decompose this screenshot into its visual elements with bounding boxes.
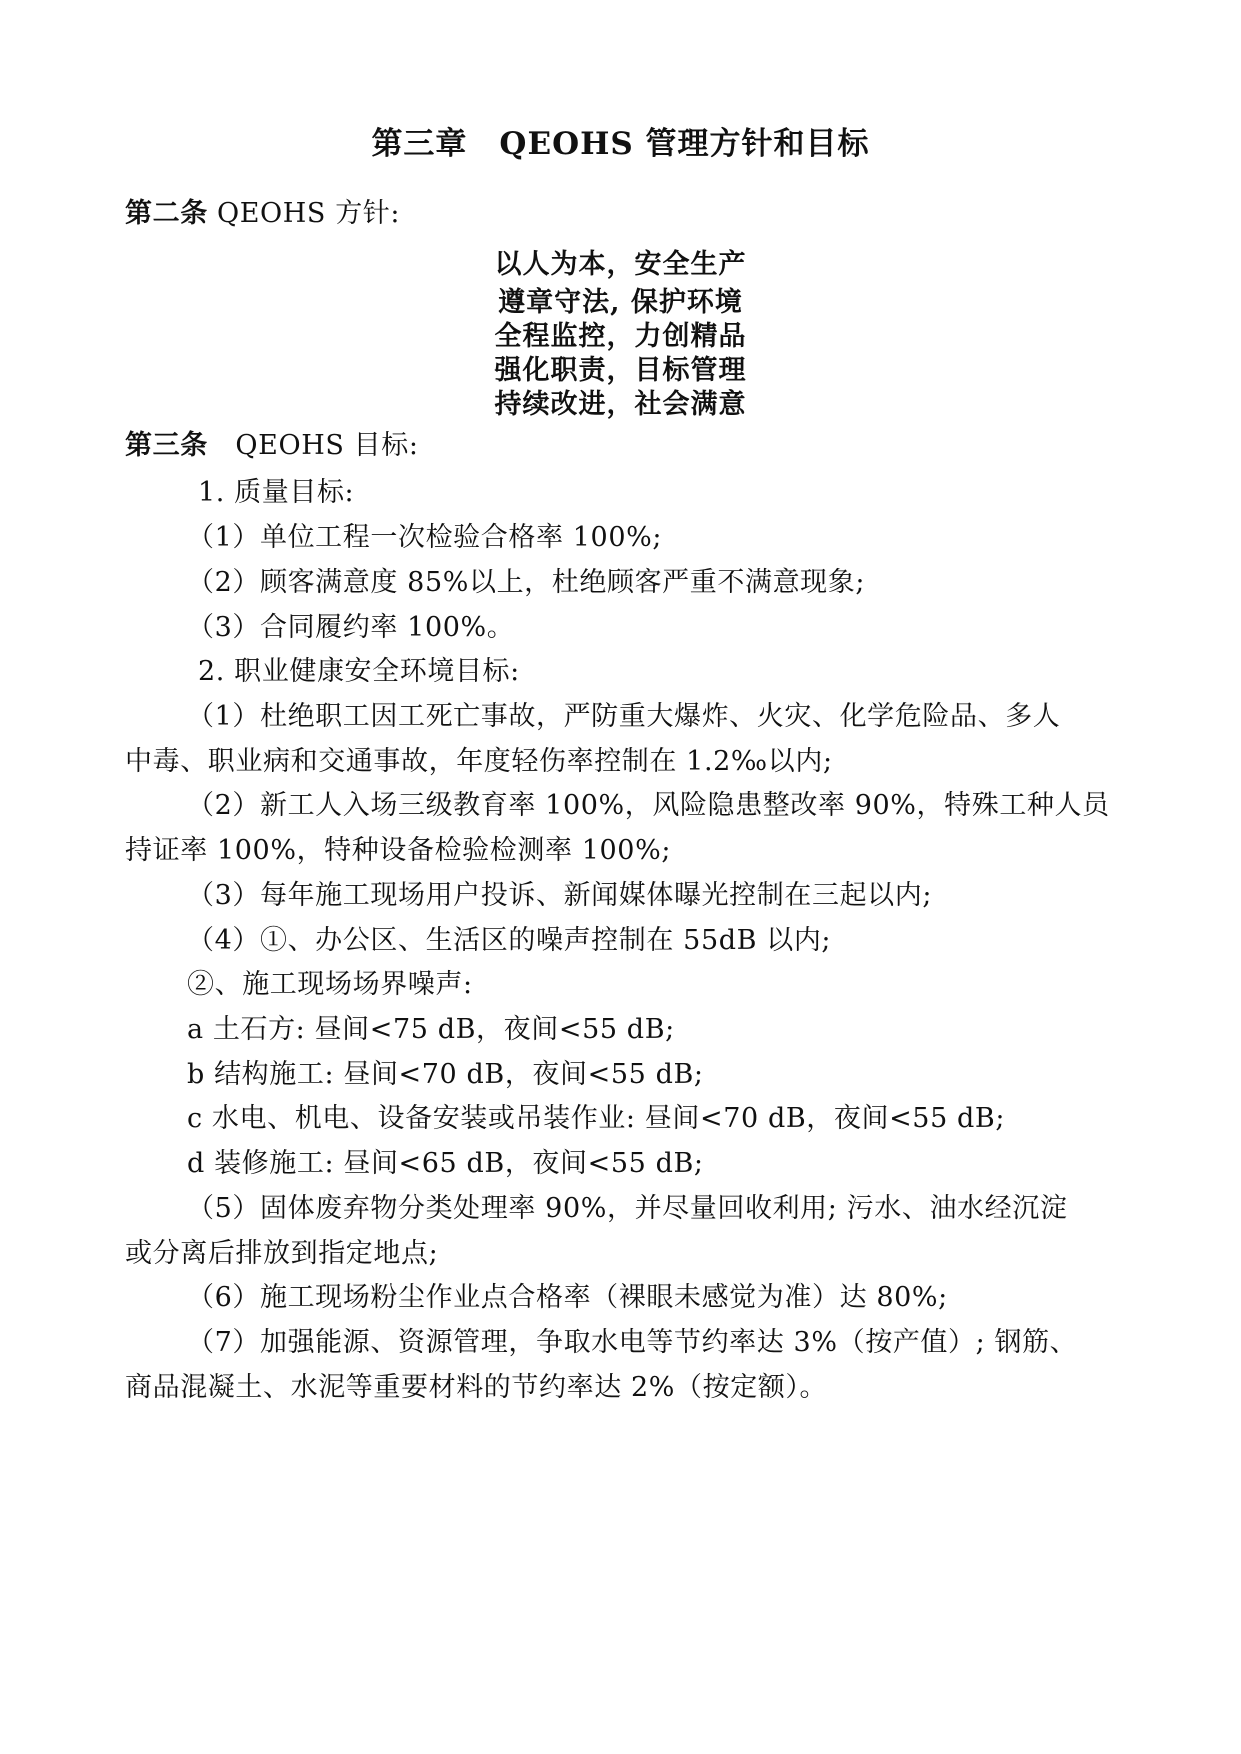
objective-line: （4）①、办公区、生活区的噪声控制在 55dB 以内;: [187, 925, 832, 956]
article-3-heading: 第三条: [125, 430, 208, 461]
policy-line: 持续改进，社会满意: [494, 389, 747, 420]
noise-limit-line: a 土石方: 昼间<75 dB，夜间<55 dB;: [187, 1014, 675, 1045]
objective-line-continued: 中毒、职业病和交通事故，年度轻伤率控制在 1.2‰以内;: [125, 746, 833, 777]
objective-line-continued: 持证率 100%，特种设备检验检测率 100%;: [125, 835, 672, 866]
policy-line: 遵章守法, 保护环境: [498, 287, 743, 318]
objective-line: （3）每年施工现场用户投诉、新闻媒体曝光控制在三起以内;: [187, 880, 933, 911]
objective-line: （7）加强能源、资源管理，争取水电等节约率达 3%（按产值）; 钢筋、: [187, 1327, 1078, 1358]
article-2-line: [125, 197, 400, 231]
objective-line: （1）单位工程一次检验合格率 100%;: [187, 522, 663, 553]
article-2-heading: 第二条: [125, 198, 208, 229]
section-heading-quality: 1. 质量目标:: [198, 477, 355, 508]
objective-line: （1）杜绝职工因工死亡事故，严防重大爆炸、火灾、化学危险品、多人: [187, 701, 1061, 732]
objective-line: （2）新工人入场三级教育率 100%，风险隐患整改率 90%，特殊工种人员: [187, 790, 1110, 821]
article-2-text: QEOHS 方针:: [207, 198, 401, 229]
policy-line: 强化职责，目标管理: [494, 355, 747, 386]
objective-line: （2）顾客满意度 85%以上，杜绝顾客严重不满意现象;: [187, 567, 866, 598]
noise-limit-line: d 装修施工: 昼间<65 dB，夜间<55 dB;: [187, 1148, 704, 1179]
noise-limit-line: c 水电、机电、设备安装或吊装作业: 昼间<70 dB，夜间<55 dB;: [187, 1103, 1006, 1134]
objective-line-continued: 商品混凝土、水泥等重要材料的节约率达 2%（按定额）。: [125, 1372, 828, 1403]
article-3-text: QEOHS 目标:: [207, 430, 419, 461]
objective-line-continued: 或分离后排放到指定地点;: [125, 1238, 439, 1269]
section-heading-ohse: 2. 职业健康安全环境目标:: [198, 656, 520, 687]
objective-line: ②、施工现场场界噪声:: [187, 969, 473, 1000]
objective-line: （6）施工现场粉尘作业点合格率（裸眼未感觉为准）达 80%;: [187, 1282, 948, 1313]
objective-line: （3）合同履约率 100%。: [187, 612, 515, 643]
policy-line: 全程监控，力创精品: [494, 321, 747, 352]
chapter-title: 第三章 QEOHS 管理方针和目标: [371, 126, 870, 162]
noise-limit-line: b 结构施工: 昼间<70 dB，夜间<55 dB;: [187, 1059, 704, 1090]
objective-line: （5）固体废弃物分类处理率 90%，并尽量回收利用; 污水、油水经沉淀: [187, 1193, 1068, 1224]
policy-line: 以人为本，安全生产: [494, 249, 747, 280]
article-3-line: [125, 429, 419, 463]
